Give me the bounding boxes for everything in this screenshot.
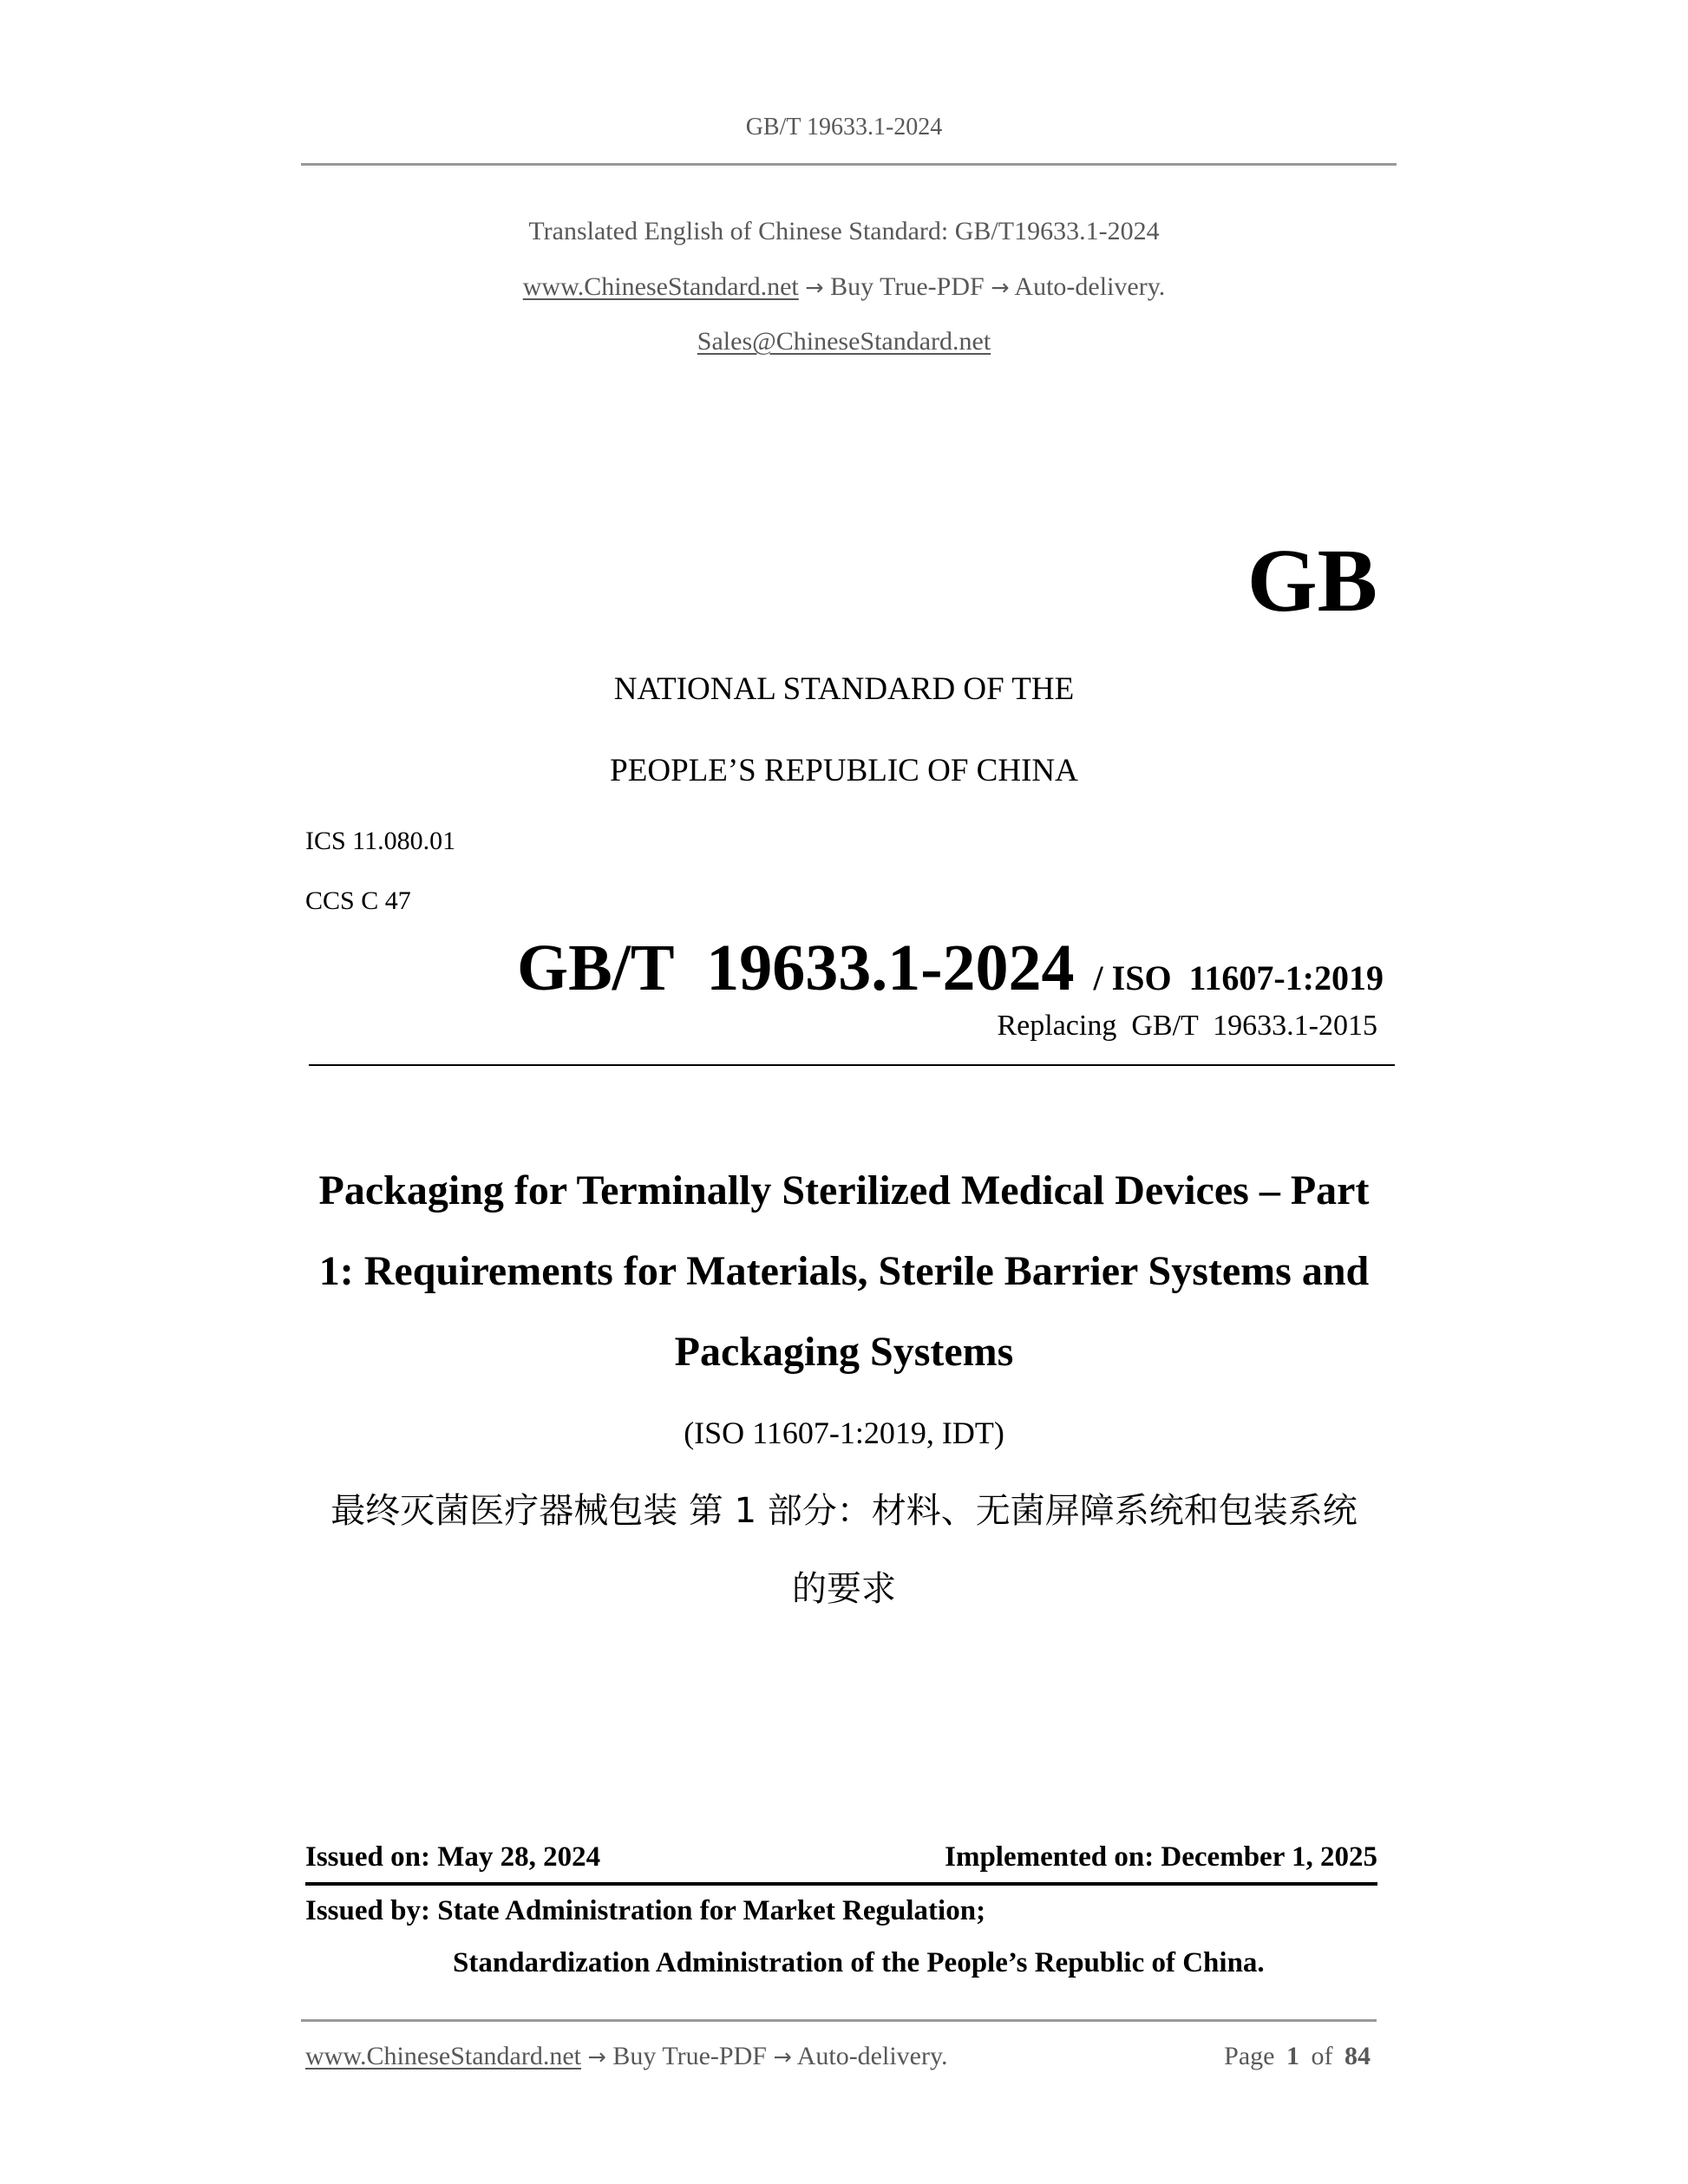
ics-code: ICS 11.080.01 xyxy=(305,827,456,855)
translated-text: Translated English of Chinese Standard: GB/T19633.1-2024 xyxy=(528,217,1160,245)
iso-equivalent: / ISO 11607-1:2019 xyxy=(1093,958,1384,997)
sales-email-link[interactable]: Sales@ChineseStandard.net xyxy=(697,327,991,356)
page-of-label: of xyxy=(1311,2042,1333,2070)
footer-website-link[interactable]: www.ChineseStandard.net xyxy=(305,2042,581,2070)
running-header xyxy=(0,115,1688,140)
gb-mark: GB xyxy=(1246,531,1377,631)
arrow-right-icon: → xyxy=(805,275,824,301)
title-line-2: 1: Requirements for Materials, Sterile Barrier Systems and xyxy=(318,1248,1370,1294)
replacing-standard: Replacing GB/T 19633.1-2015 xyxy=(997,1010,1377,1042)
translated-line xyxy=(0,219,1688,245)
header-rule xyxy=(301,163,1397,166)
page-label: Page xyxy=(1224,2042,1275,2070)
running-header-code: GB/T 19633.1-2024 xyxy=(745,114,943,141)
footer-rule xyxy=(301,2019,1377,2022)
chinese-title-line-2: 的要求 xyxy=(792,1569,896,1609)
standard-code-row xyxy=(516,932,1384,1004)
standard-code: GB/T 19633.1-2024 xyxy=(516,932,1075,1004)
footer-promo xyxy=(305,2043,948,2070)
national-standard-line-1: NATIONAL STANDARD OF THE xyxy=(613,671,1075,707)
page-current: 1 xyxy=(1286,2042,1299,2070)
chinese-title-line-1: 最终灭菌医疗器械包装 第 1 部分：材料、无菌屏障系统和包装系统 xyxy=(330,1491,1358,1531)
footer-buy-true-pdf-text: Buy True-PDF xyxy=(612,2042,767,2070)
code-rule xyxy=(309,1064,1395,1066)
arrow-right-icon: → xyxy=(587,2044,606,2070)
issued-on: Issued on: May 28, 2024 xyxy=(305,1841,601,1873)
national-standard-line-2: PEOPLE’S REPUBLIC OF CHINA xyxy=(610,753,1078,788)
ccs-code: CCS C 47 xyxy=(305,886,411,915)
dates-rule xyxy=(305,1882,1377,1886)
arrow-right-icon: → xyxy=(991,275,1010,301)
promo-email-line xyxy=(0,329,1688,355)
title-line-3: Packaging Systems xyxy=(674,1329,1014,1375)
issued-by-line-2: Standardization Administration of the People’s Republic of China. xyxy=(453,1947,1265,1978)
issued-by-line-1: Issued by: State Administration for Market Regulation; xyxy=(305,1895,986,1926)
arrow-right-icon: → xyxy=(773,2044,792,2070)
auto-delivery-text: Auto-delivery. xyxy=(1014,272,1166,301)
page-total: 84 xyxy=(1345,2042,1371,2070)
promo-website-line xyxy=(0,274,1688,300)
title-line-1: Packaging for Terminally Sterilized Medical Devices – Part xyxy=(318,1167,1370,1213)
implemented-on: Implemented on: December 1, 2025 xyxy=(945,1841,1377,1873)
footer-auto-delivery-text: Auto-delivery. xyxy=(796,2042,948,2070)
buy-true-pdf-text: Buy True-PDF xyxy=(830,272,985,301)
iso-adoption: (ISO 11607-1:2019, IDT) xyxy=(684,1416,1004,1450)
page-indicator xyxy=(1224,2043,1371,2070)
website-link[interactable]: www.ChineseStandard.net xyxy=(522,272,799,301)
